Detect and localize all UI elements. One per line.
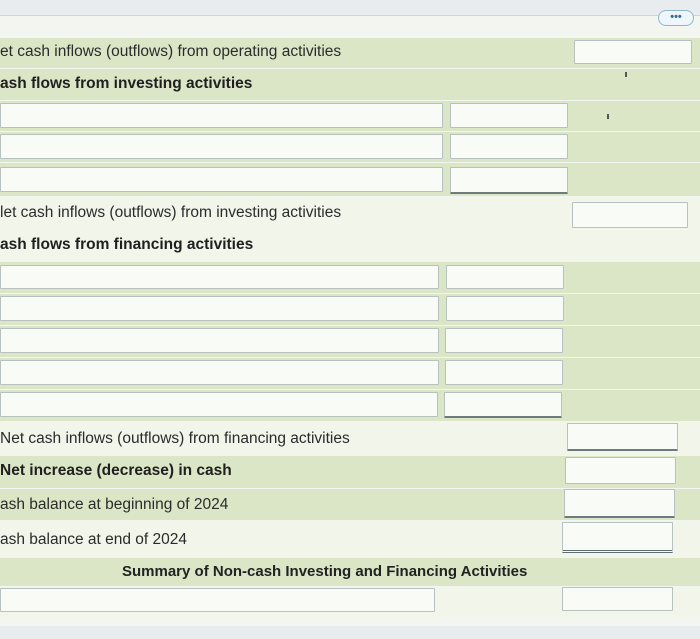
financing-2-amount-input[interactable] — [446, 296, 564, 321]
row-financing-header — [0, 230, 700, 261]
operating-net-label: et cash inflows (outflows) from operating activities — [0, 43, 342, 60]
financing-4-amount-input[interactable] — [445, 360, 563, 385]
financing-net-amount-input[interactable] — [567, 423, 678, 451]
investing-2-amount-input[interactable] — [450, 134, 568, 159]
financing-net-label: Net cash inflows (outflows) from financing activities — [0, 430, 350, 447]
operating-net-amount-input[interactable] — [574, 40, 692, 64]
net-increase-amount-input[interactable] — [565, 457, 676, 484]
financing-1-description-input[interactable] — [0, 265, 439, 289]
investing-1-description-input[interactable] — [0, 103, 443, 128]
row-investing-header — [0, 69, 700, 100]
cash-beginning-label: ash balance at beginning of 2024 — [0, 496, 229, 513]
investing-3-amount-input[interactable] — [450, 167, 568, 194]
row-summary-title — [0, 558, 700, 586]
financing-2-description-input[interactable] — [0, 296, 439, 321]
worksheet — [0, 15, 700, 626]
investing-net-label: let cash inflows (outflows) from investing activities — [0, 204, 342, 221]
more-options-button[interactable]: ••• — [658, 10, 694, 26]
investing-header-label: ash flows from investing activities — [0, 75, 253, 92]
financing-5-description-input[interactable] — [0, 392, 438, 417]
cash-end-amount-input[interactable] — [562, 522, 673, 553]
mark-dot-1 — [625, 72, 627, 77]
summary-title: Summary of Non-cash Investing and Financing Activities — [122, 563, 528, 580]
summary-1-amount-input[interactable] — [562, 587, 673, 611]
investing-1-amount-input[interactable] — [450, 103, 568, 128]
financing-1-amount-input[interactable] — [446, 265, 564, 289]
financing-3-amount-input[interactable] — [445, 328, 563, 353]
financing-4-description-input[interactable] — [0, 360, 439, 385]
financing-3-description-input[interactable] — [0, 328, 439, 353]
financing-5-amount-input[interactable] — [444, 392, 562, 418]
investing-3-description-input[interactable] — [0, 167, 443, 192]
summary-1-description-input[interactable] — [0, 588, 435, 612]
financing-header-label: ash flows from financing activities — [0, 236, 254, 253]
mark-dot-2 — [607, 114, 609, 119]
investing-net-amount-input[interactable] — [572, 202, 688, 228]
cash-end-label: ash balance at end of 2024 — [0, 531, 188, 548]
cash-beginning-amount-input[interactable] — [564, 489, 675, 518]
net-increase-label: Net increase (decrease) in cash — [0, 462, 232, 479]
investing-2-description-input[interactable] — [0, 134, 443, 159]
